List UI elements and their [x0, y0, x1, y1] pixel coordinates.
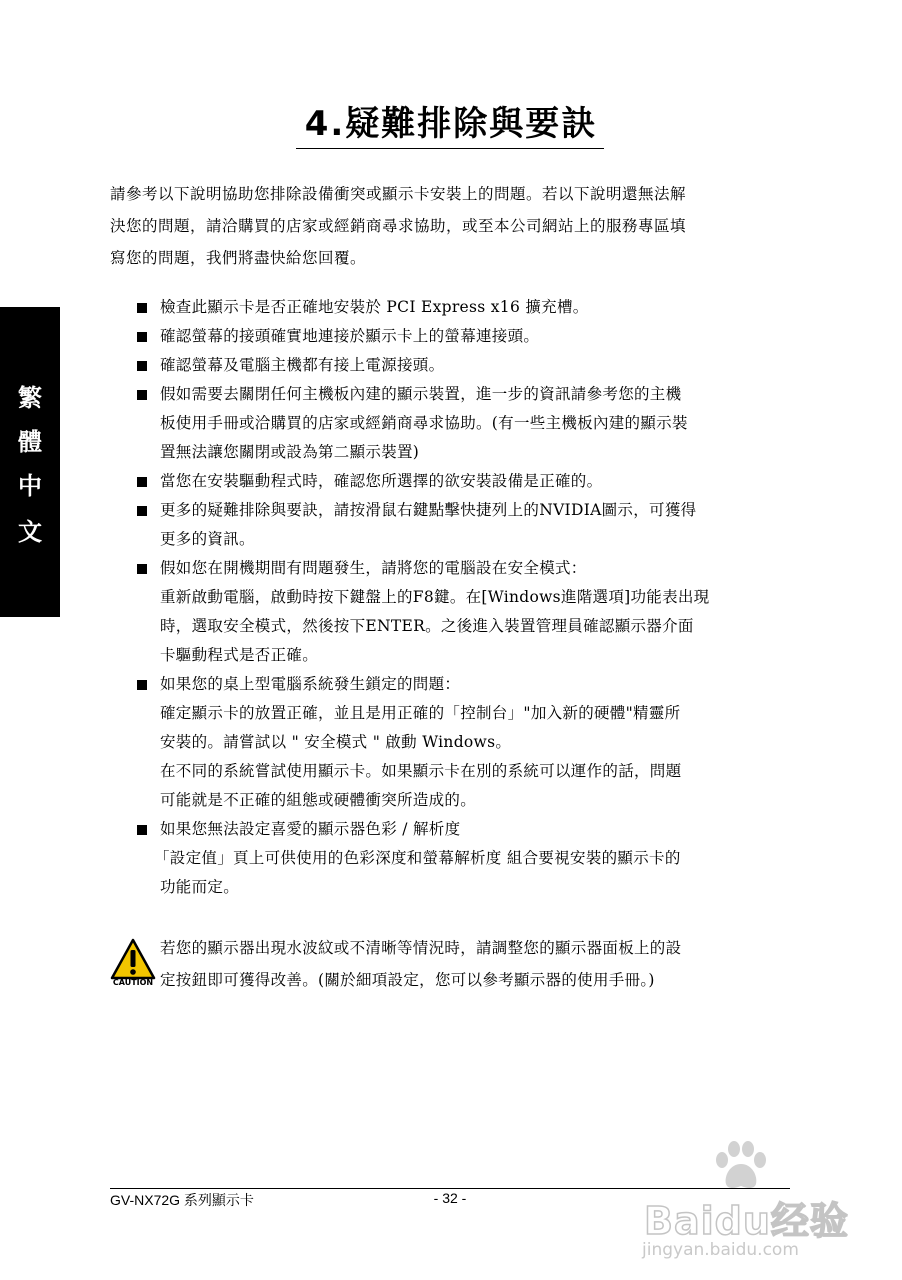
list-item-line: 板使用手冊或洽購買的店家或經銷商尋求協助。(有一些主機板內建的顯示裝	[160, 414, 688, 432]
list-item-line: 假如需要去關閉任何主機板內建的顯示裝置，進一步的資訊請參考您的主機	[160, 385, 682, 403]
list-item-line: 如果您的桌上型電腦系統發生鎖定的問題：	[160, 675, 461, 693]
list-item-line: 確認螢幕的接頭確實地連接於顯示卡上的螢幕連接頭。	[160, 327, 540, 345]
list-item-line: 重新啟動電腦，啟動時按下鍵盤上的F8鍵。在[Windows進階選項]功能表出現	[160, 588, 710, 606]
watermark-url: jingyan.baidu.com	[642, 1240, 799, 1260]
footer-product-name: GV-NX72G 系列顯示卡	[110, 1192, 254, 1208]
list-item-line: 確定顯示卡的放置正確，並且是用正確的「控制台」"加入新的硬體"精靈所	[160, 704, 681, 722]
caution-line: 若您的顯示器出現水波紋或不清晰等情況時，請調整您的顯示器面板上的設	[160, 939, 682, 957]
list-item	[134, 380, 800, 467]
list-item-line: 時，選取安全模式，然後按下ENTER。之後進入裝置管理員確認顯示器介面	[160, 617, 694, 635]
paw-logo-icon	[710, 1140, 770, 1192]
square-bullet-icon	[137, 332, 147, 342]
list-item-line: 檢查此顯示卡是否正確地安裝於 PCI Express x16 擴充槽。	[160, 298, 589, 316]
list-item	[134, 496, 800, 554]
list-item-line: 確認螢幕及電腦主機都有接上電源接頭。	[160, 356, 445, 374]
list-item-line: 卡驅動程式是否正確。	[160, 646, 319, 664]
square-bullet-icon	[137, 303, 147, 313]
list-item-line: 功能而定。	[160, 878, 240, 896]
watermark-brand: Baidu经验	[644, 1199, 849, 1243]
side-tab-char: 繁	[18, 383, 42, 412]
intro-paragraph	[110, 178, 800, 274]
title-underline	[296, 148, 604, 149]
list-item-line: 置無法讓您關閉或設為第二顯示裝置)	[160, 443, 420, 461]
baidu-watermark	[640, 1140, 860, 1260]
side-tab-char: 文	[18, 517, 42, 546]
intro-line: 請參考以下說明協助您排除設備衝突或顯示卡安裝上的問題。若以下說明還無法解	[110, 185, 687, 203]
language-side-tab	[0, 307, 60, 617]
intro-line: 決您的問題，請洽購買的店家或經銷商尋求協助，或至本公司網站上的服務專區填	[110, 217, 687, 235]
side-tab-char: 中	[18, 471, 42, 500]
caution-note	[110, 932, 810, 992]
square-bullet-icon	[137, 477, 147, 487]
list-item-line: 更多的資訊。	[160, 530, 255, 548]
list-item	[134, 467, 800, 496]
list-item-line: 更多的疑難排除與要訣，請按滑鼠右鍵點擊快捷列上的NVIDIA圖示，可獲得	[160, 501, 697, 519]
list-item-line: 當您在安裝驅動程式時，確認您所選擇的欲安裝設備是正確的。	[160, 472, 603, 490]
list-item	[134, 670, 800, 815]
square-bullet-icon	[137, 564, 147, 574]
page-number: - 32 -	[433, 1190, 467, 1206]
caution-line: 定按鈕即可獲得改善。(關於細項設定，您可以參考顯示器的使用手冊。)	[160, 971, 655, 989]
side-tab-char: 體	[18, 427, 42, 456]
list-item-line: 如果您無法設定喜愛的顯示器色彩 / 解析度	[160, 820, 461, 838]
square-bullet-icon	[137, 680, 147, 690]
square-bullet-icon	[137, 506, 147, 516]
troubleshooting-list	[134, 293, 800, 902]
list-item	[134, 351, 800, 380]
square-bullet-icon	[137, 825, 147, 835]
list-item	[134, 554, 800, 670]
list-item	[134, 815, 800, 902]
list-item	[134, 322, 800, 351]
square-bullet-icon	[137, 390, 147, 400]
list-item-line: 安裝的。請嘗試以 " 安全模式 " 啟動 Windows。	[160, 733, 512, 751]
list-item-line: 可能就是不正確的組態或硬體衝突所造成的。	[160, 791, 477, 809]
list-item-line: 「設定值」頁上可供使用的色彩深度和螢幕解析度 組合要視安裝的顯示卡的	[154, 849, 681, 867]
list-item	[134, 293, 800, 322]
intro-line: 寫您的問題，我們將盡快給您回覆。	[110, 249, 367, 267]
list-item-line: 假如您在開機期間有問題發生，請將您的電腦設在安全模式：	[160, 559, 587, 577]
caution-label: CAUTION	[112, 978, 154, 987]
page-title: 4.疑難排除與要訣	[304, 104, 598, 144]
caution-text	[160, 932, 805, 996]
square-bullet-icon	[137, 361, 147, 371]
list-item-line: 在不同的系統嘗試使用顯示卡。如果顯示卡在別的系統可以運作的話，問題	[160, 762, 682, 780]
